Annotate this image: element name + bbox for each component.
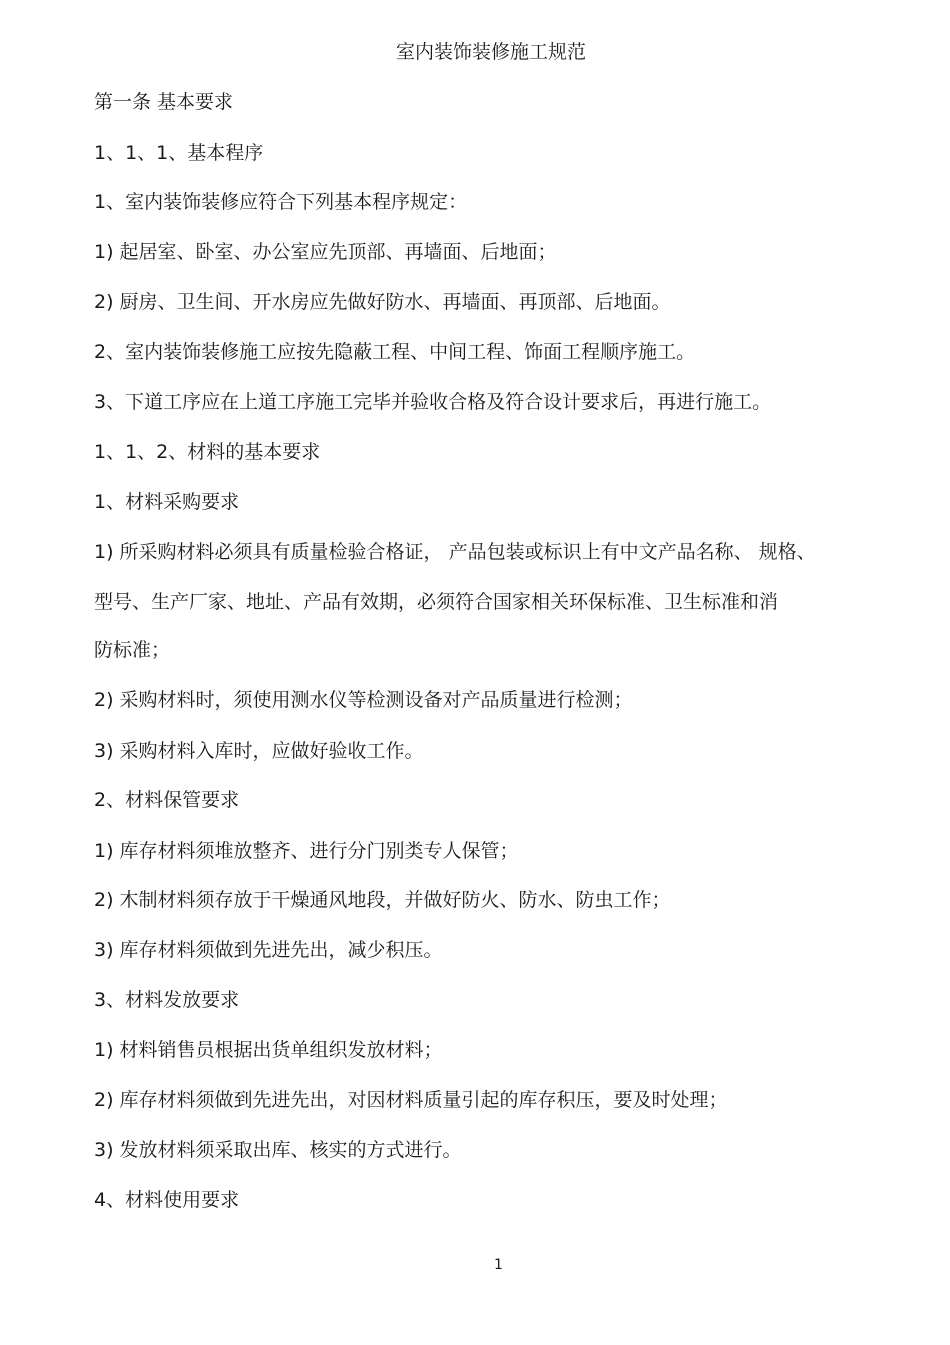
list-item: 3) 库存材料须做到先进先出，减少积压。 <box>94 939 443 961</box>
list-item: 2) 木制材料须存放于干燥通风地段，并做好防火、防水、防虫工作； <box>94 889 671 911</box>
list-item-continuation: 型号、生产厂家、地址、产品有效期，必须符合国家相关环保标准、卫生标准和消 <box>94 591 779 613</box>
list-item: 3) 发放材料须采取出库、核实的方式进行。 <box>94 1139 462 1161</box>
paragraph-line: 1、室内装饰装修应符合下列基本程序规定： <box>94 191 468 213</box>
list-item: 2) 厨房、卫生间、开水房应先做好防水、再墙面、再顶部、后地面。 <box>94 291 671 313</box>
paragraph-line: 2、室内装饰装修施工应按先隐蔽工程、中间工程、饰面工程顺序施工。 <box>94 341 696 363</box>
paragraph-line: 3、下道工序应在上道工序施工完毕并验收合格及符合设计要求后，再进行施工。 <box>94 391 772 413</box>
subsection-heading: 1、1、1、基本程序 <box>94 142 264 164</box>
paragraph-heading: 4、材料使用要求 <box>94 1189 240 1211</box>
paragraph-heading: 2、材料保管要求 <box>94 789 240 811</box>
subsection-heading: 1、1、2、材料的基本要求 <box>94 441 321 463</box>
paragraph-heading: 1、材料采购要求 <box>94 491 240 513</box>
list-item-continuation: 防标准； <box>94 639 171 661</box>
page-number: 1 <box>494 1257 503 1273</box>
list-item: 1) 库存材料须堆放整齐、进行分门别类专人保管； <box>94 840 519 862</box>
list-item: 2) 库存材料须做到先进先出，对因材料质量引起的库存积压，要及时处理； <box>94 1089 728 1111</box>
paragraph-heading: 3、材料发放要求 <box>94 989 240 1011</box>
list-item: 3) 采购材料入库时，应做好验收工作。 <box>94 740 424 762</box>
list-item: 1) 材料销售员根据出货单组织发放材料； <box>94 1039 443 1061</box>
list-item: 1) 起居室、卧室、办公室应先顶部、再墙面、后地面； <box>94 241 557 263</box>
document-title: 室内装饰装修施工规范 <box>395 41 586 63</box>
list-item: 2) 采购材料时，须使用测水仪等检测设备对产品质量进行检测； <box>94 689 633 711</box>
section-heading: 第一条 基本要求 <box>94 91 234 113</box>
list-item: 1) 所采购材料必须具有质量检验合格证， 产品包装或标识上有中文产品名称、 规格、 <box>94 541 816 563</box>
